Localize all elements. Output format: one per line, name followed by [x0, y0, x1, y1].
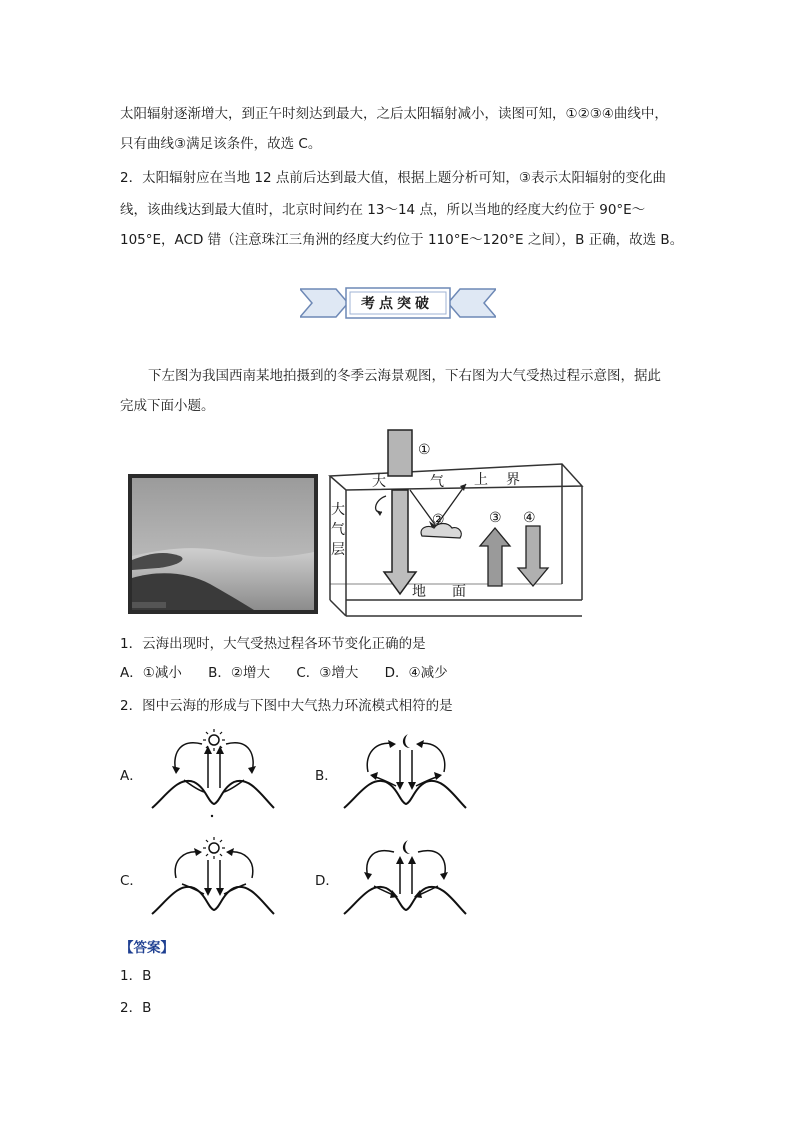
- intro-line-1: 下左图为我国西南某地拍摄到的冬季云海景观图，下右图为大气受热过程示意图，据此: [148, 368, 661, 384]
- atmosphere-heating-diagram: [326, 424, 596, 619]
- cloud-sea-photo: [128, 474, 318, 614]
- diagram-label-2: ②: [432, 512, 445, 528]
- diagram-top-da: 大: [372, 474, 386, 490]
- diagram-ground-di: 地: [412, 584, 426, 600]
- diagram-top-qi: 气: [430, 474, 444, 490]
- answer-2: 2．B: [120, 1000, 152, 1016]
- moon-icon: [403, 734, 410, 748]
- analysis-line-3: 2．太阳辐射应在当地 12 点前后达到最大值，根据上题分析可知，③表示太阳辐射的变化曲: [120, 170, 666, 186]
- answer-title: 【答案】: [120, 940, 174, 956]
- q1-stem: 1．云海出现时，大气受热过程各环节变化正确的是: [120, 636, 426, 652]
- answer-1: 1．B: [120, 968, 152, 984]
- q2-figure-a[interactable]: [148, 726, 278, 822]
- q2-figure-d[interactable]: [340, 832, 470, 928]
- diagram-side-da: 大: [331, 502, 345, 518]
- diagram-label-4: ④: [523, 510, 536, 526]
- intro-line-2: 完成下面小题。: [120, 398, 215, 414]
- q1-options: [120, 663, 470, 683]
- diagram-ground-mian: 面: [452, 584, 466, 600]
- sun-icon: [209, 735, 219, 745]
- q2-figure-b[interactable]: [340, 726, 470, 822]
- q2-option-d-label[interactable]: D．: [315, 873, 339, 889]
- q2-option-a-label[interactable]: A．: [120, 768, 143, 784]
- diagram-top-jie: 界: [506, 472, 520, 488]
- q1-option-b[interactable]: B．②增大: [208, 665, 271, 681]
- q1-option-d[interactable]: D．④减少: [384, 665, 448, 681]
- diagram-label-3: ③: [489, 510, 502, 526]
- analysis-line-2: 只有曲线③满足该条件，故选 C。: [120, 136, 322, 152]
- analysis-line-4: 线，该曲线达到最大值时，北京时间约在 13～14 点，所以当地的经度大约位于 90°E～: [120, 202, 646, 218]
- diagram-side-ceng: 层: [331, 542, 345, 558]
- q1-option-c[interactable]: C．③增大: [296, 665, 359, 681]
- sun-icon: [209, 843, 219, 853]
- diagram-label-1: ①: [418, 442, 431, 458]
- q2-option-b-label[interactable]: B．: [315, 768, 338, 784]
- q1-option-a[interactable]: A．①减小: [120, 665, 182, 681]
- diagram-side-qi: 气: [331, 522, 345, 538]
- analysis-line-1: 太阳辐射逐渐增大，到正午时刻达到最大，之后太阳辐射减小，读图可知，①②③④曲线中，: [120, 106, 668, 122]
- diagram-top-shang: 上: [474, 472, 488, 488]
- q2-stem: 2．图中云海的形成与下图中大气热力环流模式相符的是: [120, 698, 453, 714]
- q2-figure-c[interactable]: [148, 832, 278, 928]
- banner-title: 考点突破: [361, 296, 433, 312]
- moon-icon: [403, 840, 410, 854]
- analysis-line-5: 105°E，ACD 错（注意珠江三角洲的经度大约位于 110°E～120°E 之间），B 正确，故选 B。: [120, 232, 684, 248]
- q2-option-c-label[interactable]: C．: [120, 873, 143, 889]
